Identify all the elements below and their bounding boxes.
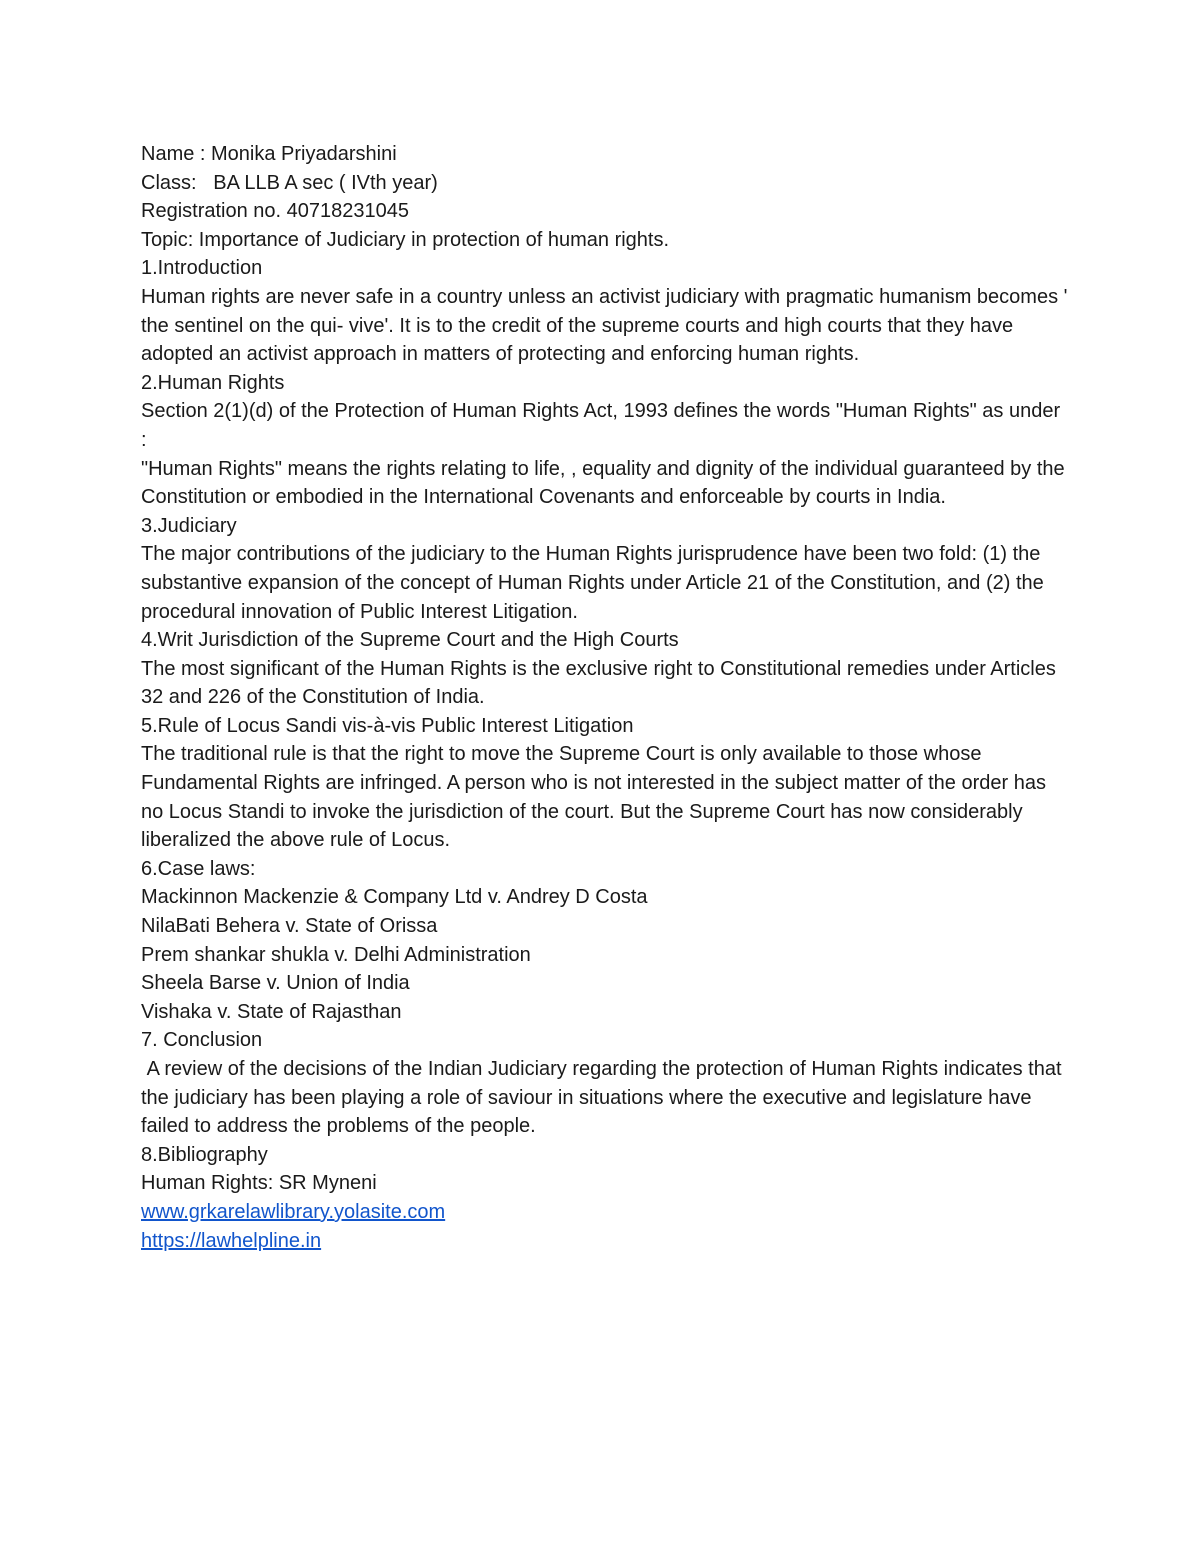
topic: Topic: Importance of Judiciary in protection of human rights. [141, 228, 670, 251]
registration-number: Registration no. 40718231045 [141, 200, 409, 223]
case-law-item: Sheela Barse v. Union of India [141, 972, 410, 995]
section-body-locus: The traditional rule is that the right to move the Supreme Court is only available to those whose Fundamental Rights are infringed. A person who is not interested in the subject matter of the order has no Locus Standi to invoke the jurisdiction of the court. But the Supreme Court has now considerably liberalized the above rule of Locus. [141, 743, 1052, 852]
section-heading-locus: 5.Rule of Locus Sandi vis-à-vis Public Interest Litigation [141, 714, 634, 737]
case-law-item: Mackinnon Mackenzie & Company Ltd v. Andrey D Costa [141, 886, 648, 909]
bibliography-link-lawhelpline[interactable]: https://lawhelpline.in [141, 1229, 322, 1252]
case-law-item: Prem shankar shukla v. Delhi Administration [141, 943, 531, 966]
section-body-human-rights: Section 2(1)(d) of the Protection of Human Rights Act, 1993 defines the words "Human Rights" as under : [141, 400, 1066, 451]
section-heading-introduction: 1.Introduction [141, 257, 263, 280]
section-heading-case-laws: 6.Case laws: [141, 857, 256, 880]
section-heading-human-rights: 2.Human Rights [141, 371, 285, 394]
section-body-judiciary: The major contributions of the judiciary to the Human Rights jurisprudence have been two fold: (1) the substantive expansion of the concept of Human Rights under Article 21 of the Constitution, and (2) the procedural innovation of Public Interest Litigation. [141, 543, 1050, 623]
section-body-conclusion: A review of the decisions of the Indian Judiciary regarding the protection of Human Rights indicates that the judiciary has been playing a role of saviour in situations where the executive and legislature have failed to address the problems of the people. [141, 1058, 1068, 1138]
section-heading-conclusion: 7. Conclusion [141, 1029, 263, 1052]
section-heading-judiciary: 3.Judiciary [141, 514, 237, 537]
section-body-writ: The most significant of the Human Rights is the exclusive right to Constitutional remedies under Articles 32 and 226 of the Constitution of India. [141, 657, 1062, 709]
student-class: Class: BA LLB A sec ( IVth year) [141, 171, 438, 194]
section-body-introduction: Human rights are never safe in a country unless an activist judiciary with pragmatic humanism becomes ' the sentinel on the qui- vive'. It is to the credit of the supreme courts and high courts that they have adopted an activist approach in matters of protecting and enforcing human rights. [141, 285, 1074, 366]
document-page [141, 140, 1074, 1255]
section-heading-writ: 4.Writ Jurisdiction of the Supreme Court and the High Courts [141, 629, 679, 652]
case-law-item: Vishaka v. State of Rajasthan [141, 1000, 402, 1023]
section-body-human-rights-definition: "Human Rights" means the rights relating to life, , equality and dignity of the individual guaranteed by the Constitution or embodied in the International Covenants and enforceable by courts in India. [141, 457, 1071, 509]
bibliography-book: Human Rights: SR Myneni [141, 1172, 377, 1195]
student-name: Name : Monika Priyadarshini [141, 143, 397, 165]
section-heading-bibliography: 8.Bibliography [141, 1143, 268, 1166]
case-law-item: NilaBati Behera v. State of Orissa [141, 915, 438, 938]
bibliography-link-grkarelawlibrary[interactable]: www.grkarelawlibrary.yolasite.com [141, 1200, 446, 1223]
